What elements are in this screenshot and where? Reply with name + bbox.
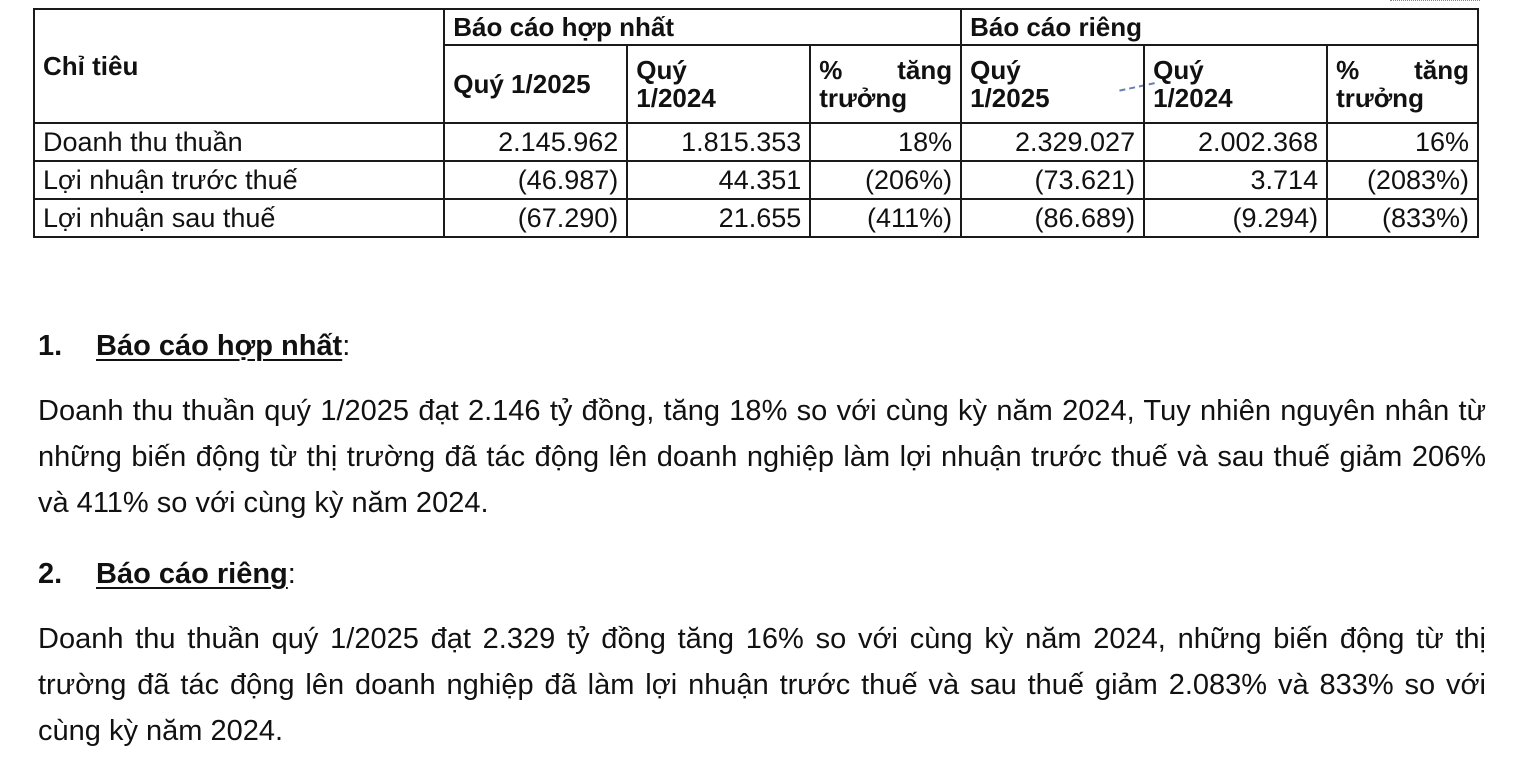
row-label: Doanh thu thuần bbox=[34, 123, 444, 161]
header-cons-q1-2024: Quý 1/2024 bbox=[627, 45, 810, 123]
row-label: Lợi nhuận sau thuế bbox=[34, 199, 444, 237]
cell-cons-2025: (46.987) bbox=[444, 161, 627, 199]
cell-cons-2024: 1.815.353 bbox=[627, 123, 810, 161]
cell-sep-2024: 2.002.368 bbox=[1144, 123, 1327, 161]
header-indicator: Chỉ tiêu bbox=[34, 9, 444, 123]
section-paragraph-consolidated: Doanh thu thuần quý 1/2025 đạt 2.146 tỷ đồng, tăng 18% so với cùng kỳ năm 2024, Tuy nhiên nguyên nhân từ những biến động từ thị trường đã tác động lên doanh nghiệp làm lợi nhuận trước thuế và sau thuế giảm 206% và 411% so với cùng kỳ năm 2024. bbox=[38, 395, 1486, 519]
table-row bbox=[34, 161, 1478, 199]
header-cons-growth: % tăng trưởng bbox=[810, 45, 961, 123]
scan-mark bbox=[1390, 0, 1480, 3]
cell-sep-growth: (2083%) bbox=[1327, 161, 1478, 199]
financial-results-table bbox=[33, 8, 1479, 238]
section-title: Báo cáo hợp nhất bbox=[96, 330, 343, 362]
header-sep-q1-2024: Quý 1/2024 bbox=[1144, 45, 1327, 123]
header-consolidated-group: Báo cáo hợp nhất bbox=[444, 9, 961, 45]
cell-cons-growth: (206%) bbox=[810, 161, 961, 199]
cell-sep-2024: 3.714 bbox=[1144, 161, 1327, 199]
section-heading-consolidated: 1. Báo cáo hợp nhất: bbox=[38, 330, 351, 362]
cell-sep-growth: (833%) bbox=[1327, 199, 1478, 237]
row-label: Lợi nhuận trước thuế bbox=[34, 161, 444, 199]
cell-cons-2024: 44.351 bbox=[627, 161, 810, 199]
header-sep-growth: % tăng trưởng bbox=[1327, 45, 1478, 123]
header-cons-q1-2025: Quý 1/2025 bbox=[444, 45, 627, 123]
section-number: 2. bbox=[38, 558, 63, 590]
cell-sep-2025: (73.621) bbox=[961, 161, 1144, 199]
table-row bbox=[34, 123, 1478, 161]
cell-sep-2024: (9.294) bbox=[1144, 199, 1327, 237]
section-paragraph-separate: Doanh thu thuần quý 1/2025 đạt 2.329 tỷ đồng tăng 16% so với cùng kỳ năm 2024, những biến động từ thị trường đã tác động lên doanh nghiệp đã làm lợi nhuận trước thuế và sau thuế giảm 2.083% và 833% so với cùng kỳ năm 2024. bbox=[38, 623, 1486, 747]
cell-cons-2024: 21.655 bbox=[627, 199, 810, 237]
cell-sep-2025: (86.689) bbox=[961, 199, 1144, 237]
cell-cons-growth: (411%) bbox=[810, 199, 961, 237]
header-sep-q1-2025: Quý 1/2025 bbox=[961, 45, 1144, 123]
cell-sep-2025: 2.329.027 bbox=[961, 123, 1144, 161]
cell-cons-2025: (67.290) bbox=[444, 199, 627, 237]
table-row bbox=[34, 199, 1478, 237]
section-number: 1. bbox=[38, 330, 63, 362]
section-title: Báo cáo riêng bbox=[96, 558, 288, 590]
header-separate-group: Báo cáo riêng bbox=[961, 9, 1478, 45]
section-heading-separate: 2. Báo cáo riêng: bbox=[38, 558, 296, 590]
cell-cons-growth: 18% bbox=[810, 123, 961, 161]
cell-sep-growth: 16% bbox=[1327, 123, 1478, 161]
table-header-row-groups bbox=[34, 9, 1478, 45]
cell-cons-2025: 2.145.962 bbox=[444, 123, 627, 161]
